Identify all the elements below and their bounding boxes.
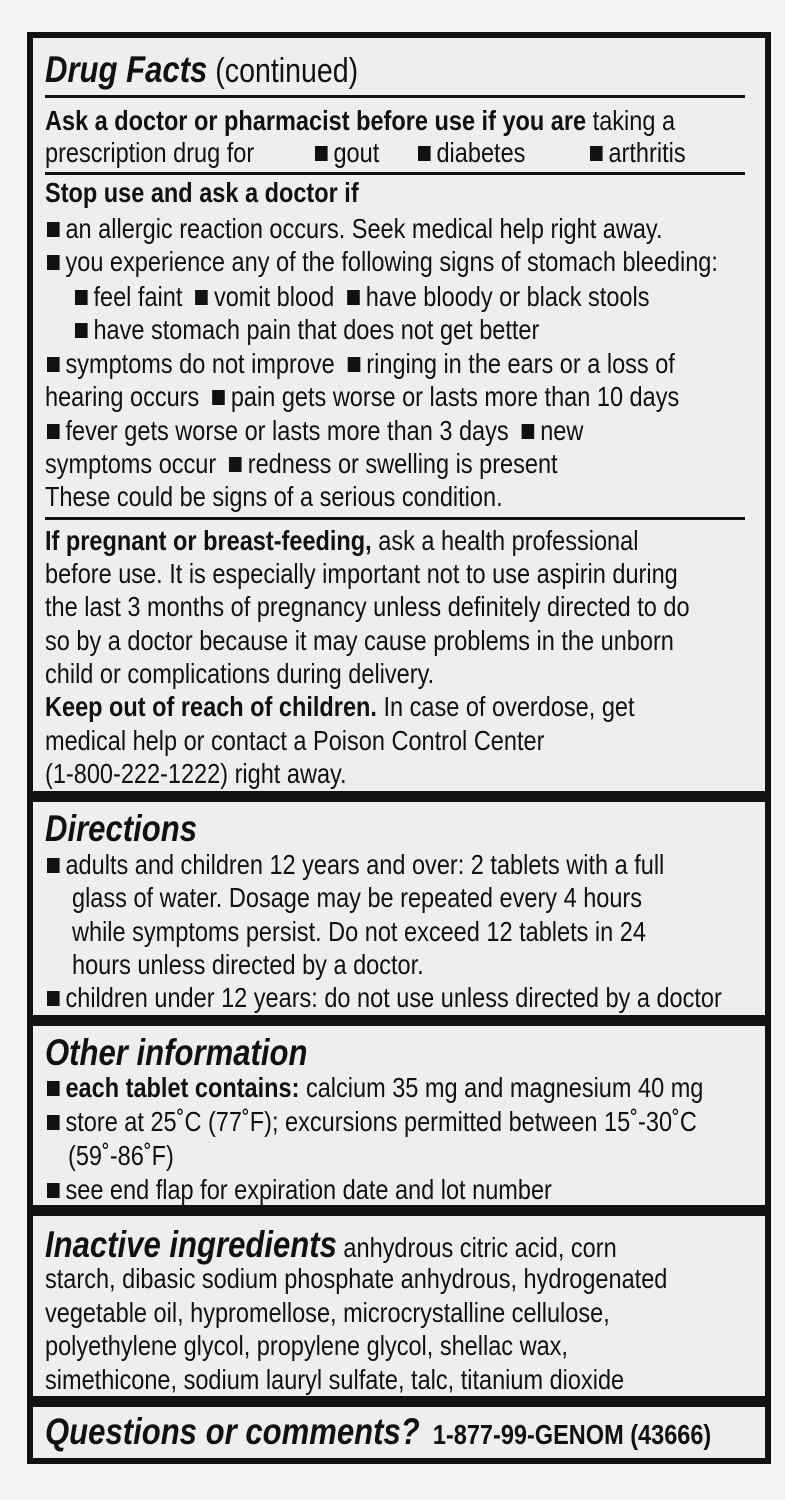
text-line (45, 808, 197, 849)
section-divider-bar (27, 791, 771, 802)
bullet-square-icon (47, 1183, 60, 1198)
text-line (47, 848, 664, 882)
text-segment: have bloody or black stools (365, 281, 650, 312)
text-line (45, 1262, 667, 1296)
text-segment: glass of water. Dosage may be repeated every 4 hours (72, 882, 643, 913)
text-segment: (59˚-86˚F) (68, 1140, 174, 1171)
text-segment: symptoms do not improve (65, 348, 348, 379)
bullet-square-icon (348, 357, 361, 372)
section-heading: Inactive ingredients (45, 1224, 337, 1265)
text-line (45, 1329, 568, 1363)
text-line (72, 881, 642, 915)
text-line (45, 1032, 308, 1073)
text-segment: adults and children 12 years and over: 2 tablets with a full (65, 849, 665, 880)
text-segment: you experience any of the following signs of stomach bleeding: (65, 246, 718, 277)
text-segment: (continued) (207, 52, 359, 90)
text-segment: fever gets worse or lasts more than 3 days (65, 415, 522, 446)
text-segment: redness or swelling is present (247, 448, 558, 479)
text-segment: pain gets worse or lasts more than 10 days (230, 381, 680, 412)
text-line (47, 414, 583, 448)
text-segment: anhydrous citric acid, corn (336, 1232, 617, 1263)
text-segment: Keep out of reach of children. (45, 691, 377, 722)
text-line (45, 1224, 617, 1265)
text-segment: vomit blood (213, 281, 348, 312)
text-line (47, 245, 718, 279)
text-segment: while symptoms persist. Do not exceed 12 tablets in 24 (72, 916, 646, 947)
section-divider-bar (27, 1396, 771, 1407)
text-segment: medical help or contact a Poison Control Center (45, 725, 545, 756)
bullet-square-icon (229, 457, 242, 472)
text-line (47, 981, 722, 1015)
bullet-square-icon (47, 1115, 60, 1130)
text-segment: children under 12 years: do not use unless directed by a doctor (65, 982, 722, 1013)
section-heading: Other information (45, 1032, 308, 1073)
bullet-square-icon (75, 323, 88, 338)
bullet-square-icon (47, 424, 60, 439)
text-segment: taking a (586, 105, 676, 136)
text-segment: each tablet contains: (65, 1072, 300, 1103)
text-line (47, 1173, 552, 1207)
text-segment: starch, dibasic sodium phosphate anhydrous, hydrogenated (45, 1263, 668, 1294)
text-line (45, 624, 674, 658)
text-segment: Ask a doctor or pharmacist before use if you are (45, 105, 587, 136)
bullet-square-icon (47, 1081, 60, 1096)
text-line (45, 757, 347, 791)
bullet-square-icon (47, 991, 60, 1006)
text-segment: (1-800-222-1222) right away. (45, 758, 347, 789)
text-line (75, 313, 539, 347)
section-rule (45, 517, 745, 520)
section-rule (45, 95, 745, 98)
text-segment: new (540, 415, 584, 446)
text-line (45, 657, 434, 691)
text-line (45, 380, 679, 414)
bullet-square-icon (522, 424, 535, 439)
bullet-square-icon (590, 146, 603, 161)
text-line (45, 524, 638, 558)
bullet-square-icon (47, 222, 60, 237)
text-line (45, 136, 254, 170)
text-line (45, 176, 359, 210)
text-segment: feel faint (93, 281, 196, 312)
text-line (72, 915, 646, 949)
text-line (45, 1363, 624, 1397)
text-segment: simethicone, sodium lauryl sulfate, talc, titanium dioxide (45, 1364, 625, 1395)
text-segment: see end flap for expiration date and lot number (65, 1174, 552, 1205)
text-line (418, 136, 525, 170)
bullet-square-icon (47, 255, 60, 270)
text-segment: These could be signs of a serious condition. (45, 481, 503, 512)
bullet-square-icon (195, 290, 208, 305)
text-segment: 1-877-99-GENOM (43666) (419, 1419, 712, 1450)
bullet-square-icon (47, 357, 60, 372)
text-segment: so by a doctor because it may cause problems in the unborn (45, 625, 674, 656)
text-segment: If pregnant or breast-feeding, (45, 525, 372, 556)
text-segment: polyethylene glycol, propylene glycol, shellac wax, (45, 1330, 568, 1361)
text-segment: diabetes (436, 137, 526, 168)
text-segment: prescription drug for (45, 137, 255, 168)
bullet-square-icon (212, 390, 225, 405)
text-line (45, 1411, 712, 1452)
text-segment: before use. It is especially important not to use aspirin during (45, 558, 678, 589)
section-rule (45, 172, 745, 175)
text-line (45, 447, 558, 481)
section-divider-bar (27, 1015, 771, 1026)
text-line (72, 948, 424, 982)
section-heading: Questions or comments? (45, 1411, 420, 1452)
text-segment: vegetable oil, hypromellose, microcrystalline cellulose, (45, 1297, 610, 1328)
text-segment: gout (333, 137, 380, 168)
text-segment: ringing in the ears or a loss of (366, 348, 675, 379)
text-segment: hours unless directed by a doctor. (72, 949, 424, 980)
text-segment: child or complications during delivery. (45, 658, 435, 689)
bullet-square-icon (315, 146, 328, 161)
text-line (45, 590, 690, 624)
text-line (45, 49, 359, 90)
text-line (45, 724, 544, 758)
text-segment: an allergic reaction occurs. Seek medical help right away. (65, 213, 663, 244)
text-line (75, 280, 649, 314)
text-line (47, 212, 662, 246)
text-line (47, 1071, 703, 1105)
text-segment: have stomach pain that does not get better (93, 314, 540, 345)
text-line (45, 104, 675, 138)
text-segment: hearing occurs (45, 381, 213, 412)
section-heading: Drug Facts (45, 49, 208, 90)
text-line (68, 1139, 174, 1173)
text-line (315, 136, 379, 170)
bullet-square-icon (75, 290, 88, 305)
bullet-square-icon (347, 290, 360, 305)
text-segment: In case of overdose, get (376, 691, 635, 722)
bullet-square-icon (418, 146, 431, 161)
text-line (45, 690, 635, 724)
text-line (45, 480, 503, 514)
text-segment: the last 3 months of pregnancy unless definitely directed to do (45, 591, 690, 622)
text-line (45, 557, 678, 591)
text-line (47, 1105, 697, 1139)
text-segment: ask a health professional (371, 525, 639, 556)
text-line (45, 1296, 610, 1330)
text-line (47, 347, 675, 381)
text-segment: arthritis (608, 137, 686, 168)
text-segment: symptoms occur (45, 448, 230, 479)
text-segment: store at 25˚C (77˚F); excursions permitted between 15˚-30˚C (65, 1106, 697, 1137)
text-line (590, 136, 686, 170)
section-heading: Directions (45, 808, 197, 849)
bullet-square-icon (47, 858, 60, 873)
text-segment: calcium 35 mg and magnesium 40 mg (299, 1072, 704, 1103)
text-segment: Stop use and ask a doctor if (45, 177, 359, 208)
